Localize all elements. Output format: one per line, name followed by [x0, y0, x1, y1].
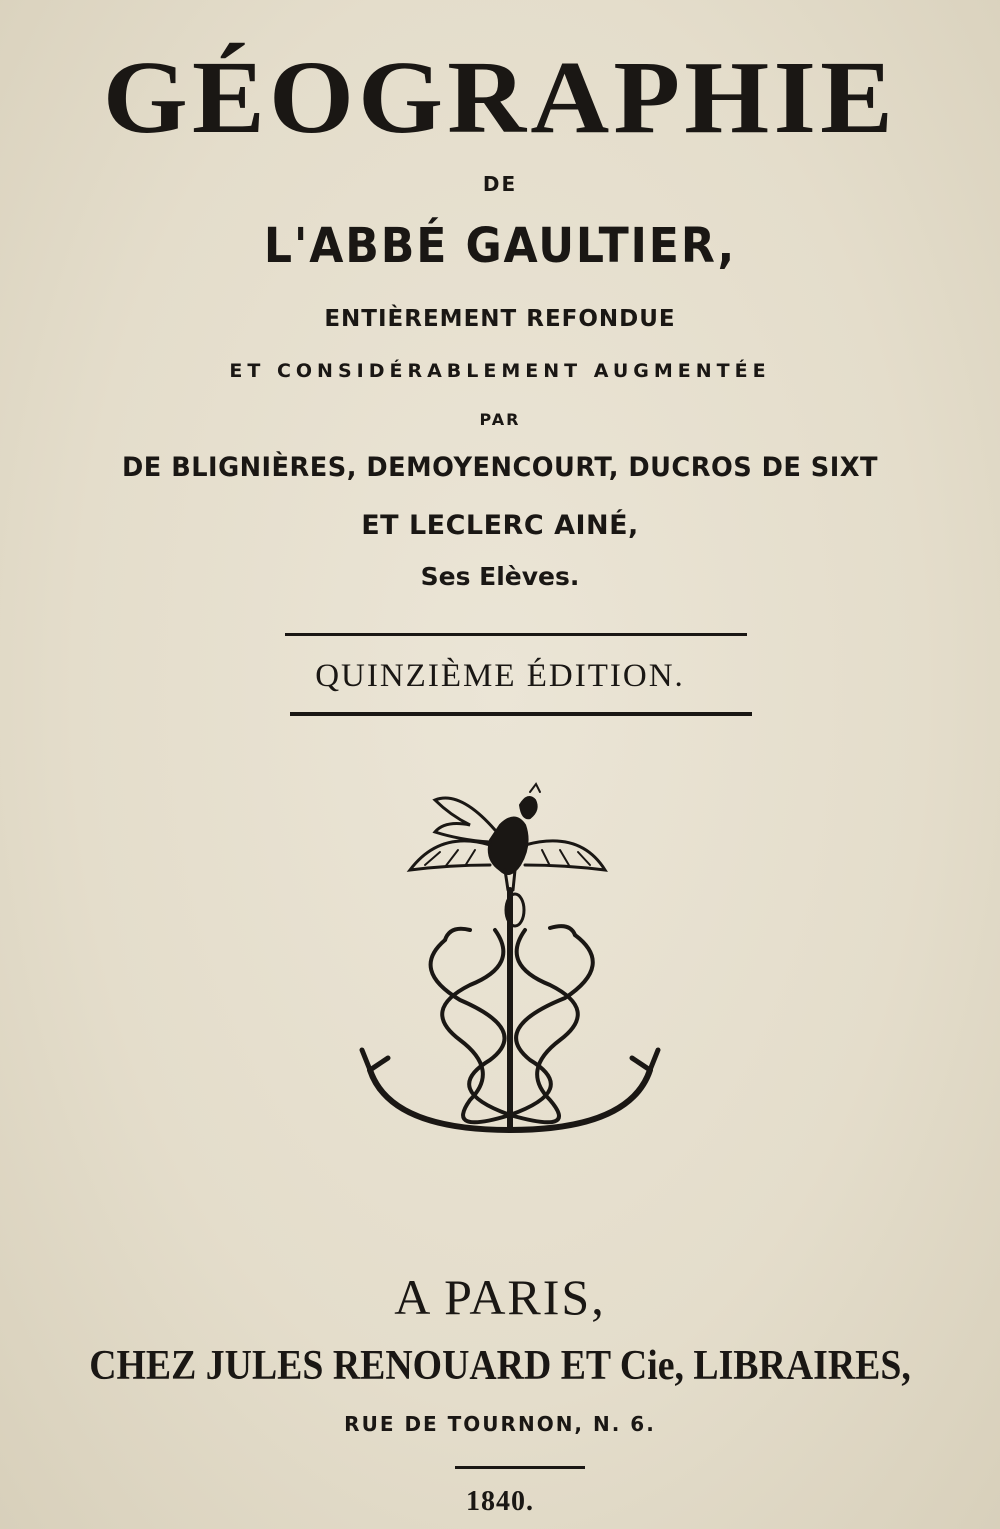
preposition-de: DE [482, 172, 518, 196]
divider-top [285, 633, 747, 636]
subtitle-refondue: ENTIÈREMENT REFONDUE [324, 306, 676, 332]
preposition-par: PAR [479, 410, 521, 429]
caduceus-anchor-rooster-icon [350, 770, 670, 1150]
divider-bottom [290, 712, 752, 716]
place-of-publication: A PARIS, [394, 1269, 606, 1325]
contributors-line-1: DE BLIGNIÈRES, DEMOYENCOURT, DUCROS DE SIXT [122, 452, 878, 483]
publication-year: 1840. [466, 1486, 534, 1517]
divider-year [455, 1466, 585, 1469]
contributors-line-2: ET LECLERC AINÉ, [361, 510, 639, 541]
subtitle-augmentee: ET CONSIDÉRABLEMENT AUGMENTÉE [229, 360, 771, 382]
publisher-address: RUE DE TOURNON, N. 6. [344, 1412, 656, 1436]
edition-label: QUINZIÈME ÉDITION. [315, 658, 685, 694]
author-name: L'ABBÉ GAULTIER, [263, 218, 737, 274]
publisher-name: CHEZ JULES RENOUARD ET Cie, LIBRAIRES, [89, 1343, 911, 1389]
book-title: GÉOGRAPHIE [102, 40, 898, 155]
students-note: Ses Elèves. [420, 562, 580, 591]
